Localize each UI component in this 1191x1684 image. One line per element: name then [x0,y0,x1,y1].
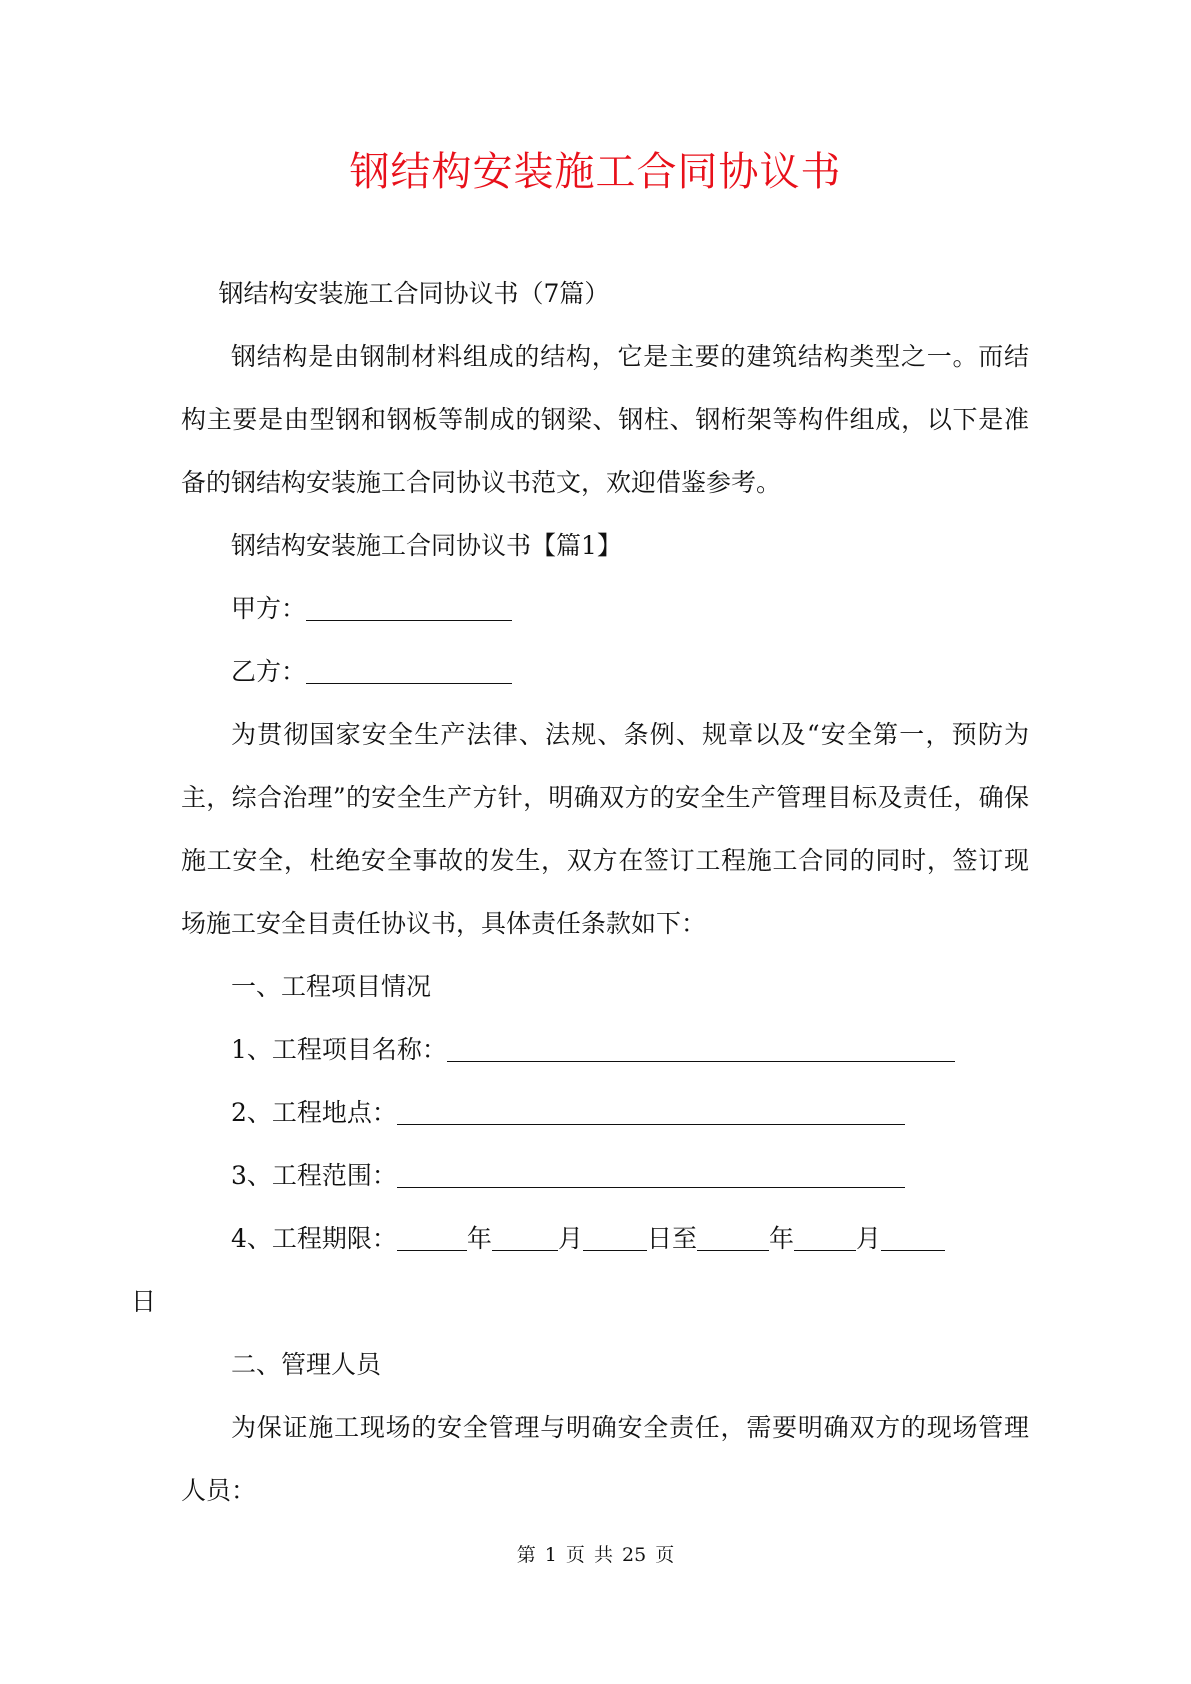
management-paragraph: 为保证施工现场的安全管理与明确安全责任，需要明确双方的现场管理人员： [181,1413,1029,1505]
project-scope-label: 3、工程范围： [231,1161,397,1190]
party-a-blank [306,594,512,621]
project-period-line [131,1207,1029,1333]
start-year-label: 年 [466,1224,492,1253]
purpose-paragraph: 为贯彻国家安全生产法律、法规、条例、规章以及“安全第一，预防为主，综合治理”的安全生产方针，明确双方的安全生产管理目标及责任，确保施工安全，杜绝安全事故的发生，双方在签订工程施工合同的同时，签订现场施工安全目责任协议书，具体责任条款如下： [181,720,1029,938]
project-name-line [181,1018,1029,1081]
start-day-to-label: 日至 [646,1224,697,1253]
end-day-blank [881,1224,945,1251]
project-location-blank [397,1098,905,1125]
end-year-label: 年 [768,1224,794,1253]
document-title: 钢结构安装施工合同协议书 [349,149,842,195]
project-location-line [181,1081,1029,1144]
project-name-blank [447,1035,955,1062]
project-name-label: 1、工程项目名称： [231,1035,447,1064]
document-body [131,262,1029,1522]
intro-paragraph: 钢结构是由钢制材料组成的结构，它是主要的建筑结构类型之一。而结构主要是由型钢和钢板等制成的钢梁、钢柱、钢桁架等构件组成，以下是准备的钢结构安装施工合同协议书范文，欢迎借鉴参考。 [181,342,1029,497]
project-period-label: 4、工程期限： [231,1224,397,1253]
end-day-label: 日 [131,1287,157,1316]
party-a-label: 甲方： [231,594,307,623]
party-b-line [181,640,1029,703]
project-scope-blank [397,1161,905,1188]
section-heading: 钢结构安装施工合同协议书【篇1】 [231,531,622,560]
heading-project-info: 一、工程项目情况 [231,972,432,1001]
end-year-blank [697,1224,769,1251]
start-day-blank [583,1224,647,1251]
party-b-blank [306,657,512,684]
party-b-label: 乙方： [231,657,307,686]
end-month-label: 月 [855,1224,881,1253]
project-location-label: 2、工程地点： [231,1098,397,1127]
start-year-blank [397,1224,467,1251]
document-subtitle: 钢结构安装施工合同协议书（7篇） [218,279,610,308]
heading-management: 二、管理人员 [231,1350,382,1379]
end-month-blank [794,1224,856,1251]
start-month-blank [492,1224,558,1251]
project-scope-line [181,1144,1029,1207]
start-month-label: 月 [557,1224,583,1253]
page-number-footer: 第 1 页 共 25 页 [516,1544,675,1566]
party-a-line [181,577,1029,640]
